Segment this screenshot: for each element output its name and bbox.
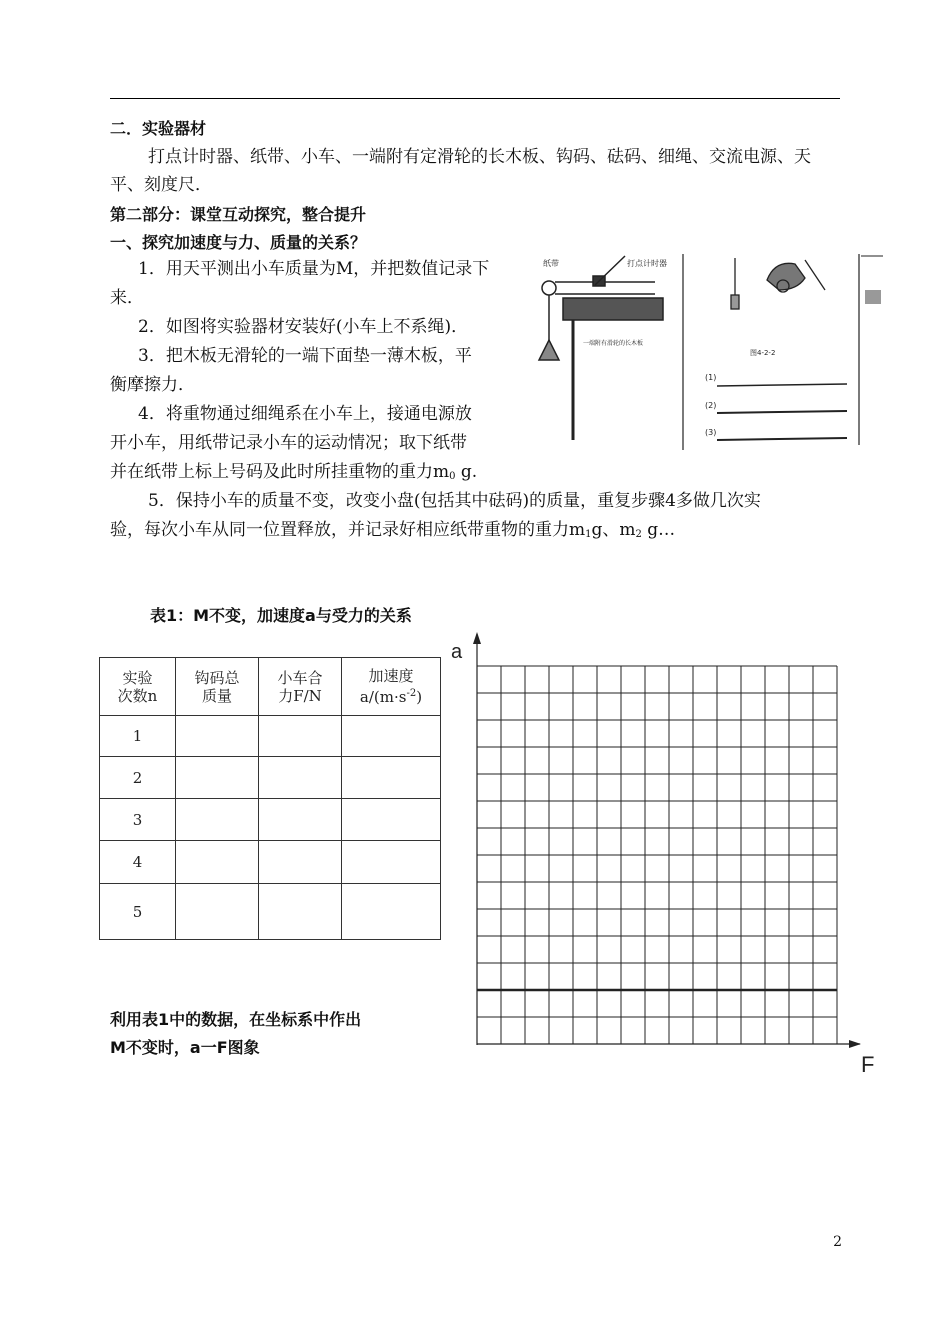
- step2: 2．如图将实验器材安装好(小车上不系绳)．: [138, 317, 469, 337]
- table-cell-trial: 2: [100, 757, 176, 799]
- table1: [99, 657, 441, 940]
- step5-line2: 验，每次小车从同一位置释放，并记录好相应纸带重物的重力$m_1g$、$m_2$ g…: [110, 520, 676, 540]
- table-cell-empty[interactable]: [176, 716, 259, 757]
- table-header-force: 小车合 力F/N: [259, 658, 342, 716]
- table-cell-empty[interactable]: [342, 799, 441, 841]
- coordinate-grid[interactable]: [445, 630, 885, 1080]
- table-header-acceleration: 加速度 $a/(m\cdot s^{-2})$: [342, 658, 441, 716]
- label-tape-1: (1): [705, 373, 717, 382]
- step3-line2: 衡摩擦力．: [110, 375, 195, 395]
- tape-line-1: [717, 384, 847, 386]
- label-tape-2: (2): [705, 401, 717, 410]
- figure-right-block: [865, 290, 881, 304]
- section-heading-equipment: 二．实验器材: [110, 119, 207, 138]
- table-cell-empty[interactable]: [259, 757, 342, 799]
- step4-line1: 4．将重物通过细绳系在小车上，接通电源放: [138, 404, 472, 424]
- apparatus-figure: [535, 250, 885, 455]
- x-axis-arrow: [849, 1040, 861, 1048]
- apparatus-middle: [731, 258, 825, 309]
- table-cell-trial: 5: [100, 884, 176, 940]
- table-cell-empty[interactable]: [342, 841, 441, 884]
- table-row: [100, 841, 441, 884]
- instruction-line1: 利用表1中的数据，在坐标系中作出: [110, 1010, 362, 1029]
- instruction-line2: M不变时，a一F图象: [110, 1038, 260, 1057]
- grid-lines: [477, 666, 837, 1044]
- table-row: [100, 884, 441, 940]
- tape-line-3: [717, 438, 847, 440]
- section1-heading: 一、探究加速度与力、质量的关系？: [110, 233, 367, 252]
- equipment-text-line2: 平、刻度尺．: [110, 175, 212, 195]
- page-number: 2: [833, 1234, 842, 1250]
- table-cell-empty[interactable]: [342, 757, 441, 799]
- label-timer: 打点计时器: [627, 259, 667, 268]
- step1-line2: 来．: [110, 288, 144, 308]
- table-cell-empty[interactable]: [259, 884, 342, 940]
- step1-line1: 1．用天平测出小车质量为M，并把数值记录下: [138, 259, 490, 279]
- x-axis-label: F: [861, 1052, 875, 1077]
- table-cell-empty[interactable]: [342, 716, 441, 757]
- table-row: [100, 799, 441, 841]
- table-cell-empty[interactable]: [176, 799, 259, 841]
- step3-line1: 3．把木板无滑轮的一端下面垫一薄木板，平: [138, 346, 472, 366]
- table-cell-trial: 1: [100, 716, 176, 757]
- table-cell-empty[interactable]: [342, 884, 441, 940]
- y-axis-arrow: [473, 632, 481, 644]
- equipment-text-line1: 打点计时器、纸带、小车、一端附有定滑轮的长木板、钩码、砝码、细绳、交流电源、天: [148, 147, 811, 167]
- table-cell-empty[interactable]: [176, 841, 259, 884]
- table-header-mass: 钩码总 质量: [176, 658, 259, 716]
- table-cell-empty[interactable]: [259, 841, 342, 884]
- label-board: 一端附有滑轮的长木板: [583, 340, 644, 347]
- table-header-trial: 实验 次数n: [100, 658, 176, 716]
- step4-line2: 开小车，用纸带记录小车的运动情况；取下纸带: [110, 433, 467, 453]
- table1-caption: 表1：M不变，加速度a与受力的关系: [150, 606, 412, 625]
- table-cell-trial: 4: [100, 841, 176, 884]
- step4-line3: 并在纸带上标上号码及此时所挂重物的重力$m_0$ g.: [110, 462, 478, 482]
- y-axis-label: a: [451, 641, 463, 663]
- table-row: [100, 716, 441, 757]
- table-row: [100, 757, 441, 799]
- table-cell-empty[interactable]: [259, 799, 342, 841]
- apparatus-left: [539, 256, 663, 440]
- label-paper: 纸带: [543, 259, 559, 268]
- table-cell-empty[interactable]: [176, 757, 259, 799]
- table-cell-empty[interactable]: [176, 884, 259, 940]
- label-figure-number: 图4-2-2: [750, 349, 776, 357]
- step5-line1: 5．保持小车的质量不变，改变小盘(包括其中砝码)的质量，重复步骤4多做几次实: [148, 491, 761, 511]
- label-tape-3: (3): [705, 428, 717, 437]
- header-rule: [110, 98, 840, 99]
- part2-heading: 第二部分：课堂互动探究，整合提升: [110, 205, 367, 224]
- table-cell-trial: 3: [100, 799, 176, 841]
- table-cell-empty[interactable]: [259, 716, 342, 757]
- tape-line-2: [717, 411, 847, 413]
